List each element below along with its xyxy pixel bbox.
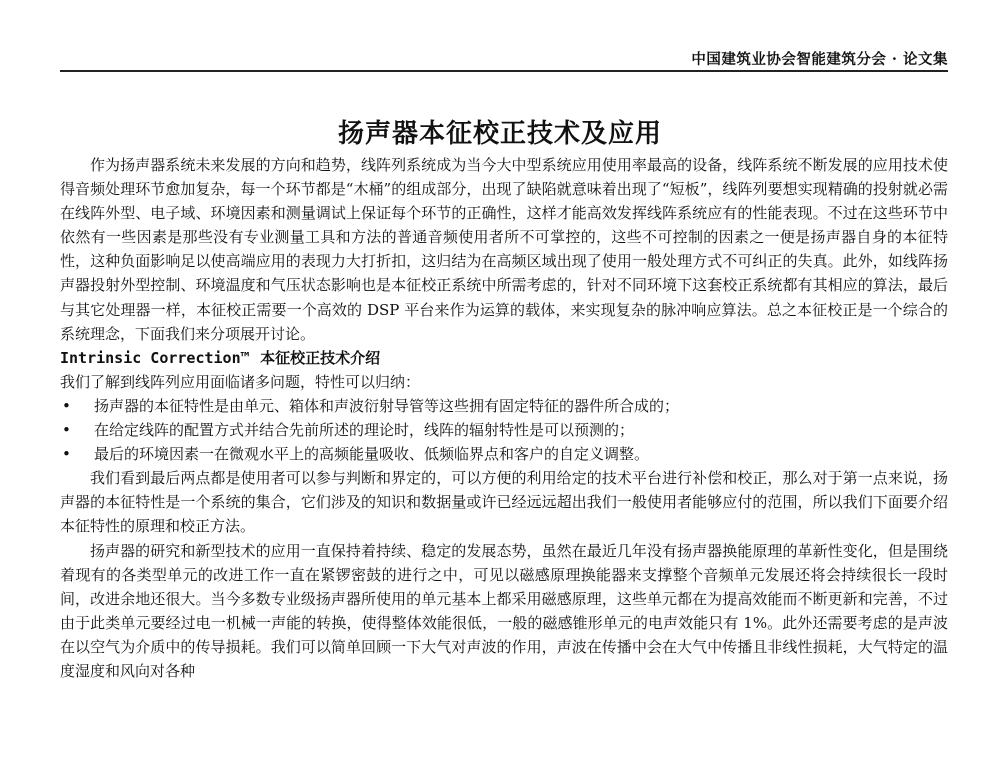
section-heading-cn: 本征校正技术介绍 (260, 348, 381, 367)
running-head: 中国建筑业协会智能建筑分会 · 论文集 (691, 51, 948, 68)
list-intro: 我们了解到线阵列应用面临诸多问题，特性可以归纳： (60, 372, 421, 391)
section-heading (60, 346, 948, 370)
bullet-icon: • (62, 421, 71, 440)
list-item (60, 442, 948, 466)
list-item (60, 394, 948, 418)
list-item-text: 在给定线阵的配置方式并结合先前所述的理论时，线阵的辐射特性是可以预测的； (94, 421, 635, 440)
body-paragraph-2: 我们看到最后两点都是使用者可以参与判断和界定的，可以方便的利用给定的技术平台进行补偿和校正，那么对于第一点来说，扬声器的本征特性是一个系统的集合，它们涉及的知识和数据量或许已经远远超出我们一般使用者能够应付的范围，所以我们下面要介绍本征特性的原理和校正方法。 (60, 469, 948, 536)
list-item-text: 最后的环境因素一在微观水平上的高频能量吸收、低频临界点和客户的自定义调整。 (94, 445, 650, 464)
body-paragraph-3: 扬声器的研究和新型技术的应用一直保持着持续、稳定的发展态势，虽然在最近几年没有扬声器换能原理的革新性变化，但是围绕着现有的各类型单元的改进工作一直在紧锣密鼓的进行之中，可见以磁感原理换能器来支撑整个音频单元发展还将会持续很长一段时间，改进余地还很大。当今多数专业级扬声器所使用的单元基本上都采用磁感原理，这些单元都在为提高效能而不断更新和完善，不过由于此类单元要经过电一机械一声能的转换，使得整体效能很低，一般的磁感锥形单元的电声效能只有 1%。此外还需要考虑的是声波在以空气为介质中的传导损耗。我们可以简单回顾一下大气对声波的作用，声波在传播中会在大气中传播且非线性损耗，大气特定的温度湿度和风向对各种 (60, 541, 948, 680)
article-body (60, 153, 948, 683)
article-title: 扬声器本征校正技术及应用 (337, 119, 662, 149)
list-item-text: 扬声器的本征特性是由单元、箱体和声波衍射导管等这些拥有固定特征的器件所合成的； (94, 396, 680, 415)
feature-list (60, 394, 948, 466)
section-heading-latin: Intrinsic Correction™ (60, 348, 250, 367)
bullet-icon: • (62, 445, 71, 464)
intro-paragraph: 作为扬声器系统未来发展的方向和趋势，线阵列系统成为当今大中型系统应用使用率最高的设备，线阵系统不断发展的应用技术使得音频处理环节愈加复杂，每一个环节都是“木桶”的组成部分，出现了缺陷就意味着出现了“短板”，线阵列要想实现精确的投射就必需在线阵外型、电子域、环境因素和测量调试上保证每个环节的正确性，这样才能高效发挥线阵系统应有的性能表现。不过在这些环节中依然有一些因素是那些没有专业测量工具和方法的普通音频使用者所不可掌控的，这些不可控制的因素之一便是扬声器自身的本征特性，这种负面影响足以使高端应用的表现力大打折扣，这归结为在高频区域出现了使用一般处理方式不可纠正的失真。此外，如线阵扬声器投射外型控制、环境温度和气压状态影响也是本征校正系统中所需考虑的，针对不同环境下这套校正系统都有其相应的算法，最后与其它处理器一样，本征校正需要一个高效的 DSP 平台来作为运算的载体，来实现复杂的脉冲响应算法。总之本征校正是一个综合的系统理念，下面我们来分项展开讨论。 (60, 156, 948, 343)
header-rule (60, 70, 948, 72)
bullet-icon: • (62, 396, 71, 415)
list-item (60, 418, 948, 442)
